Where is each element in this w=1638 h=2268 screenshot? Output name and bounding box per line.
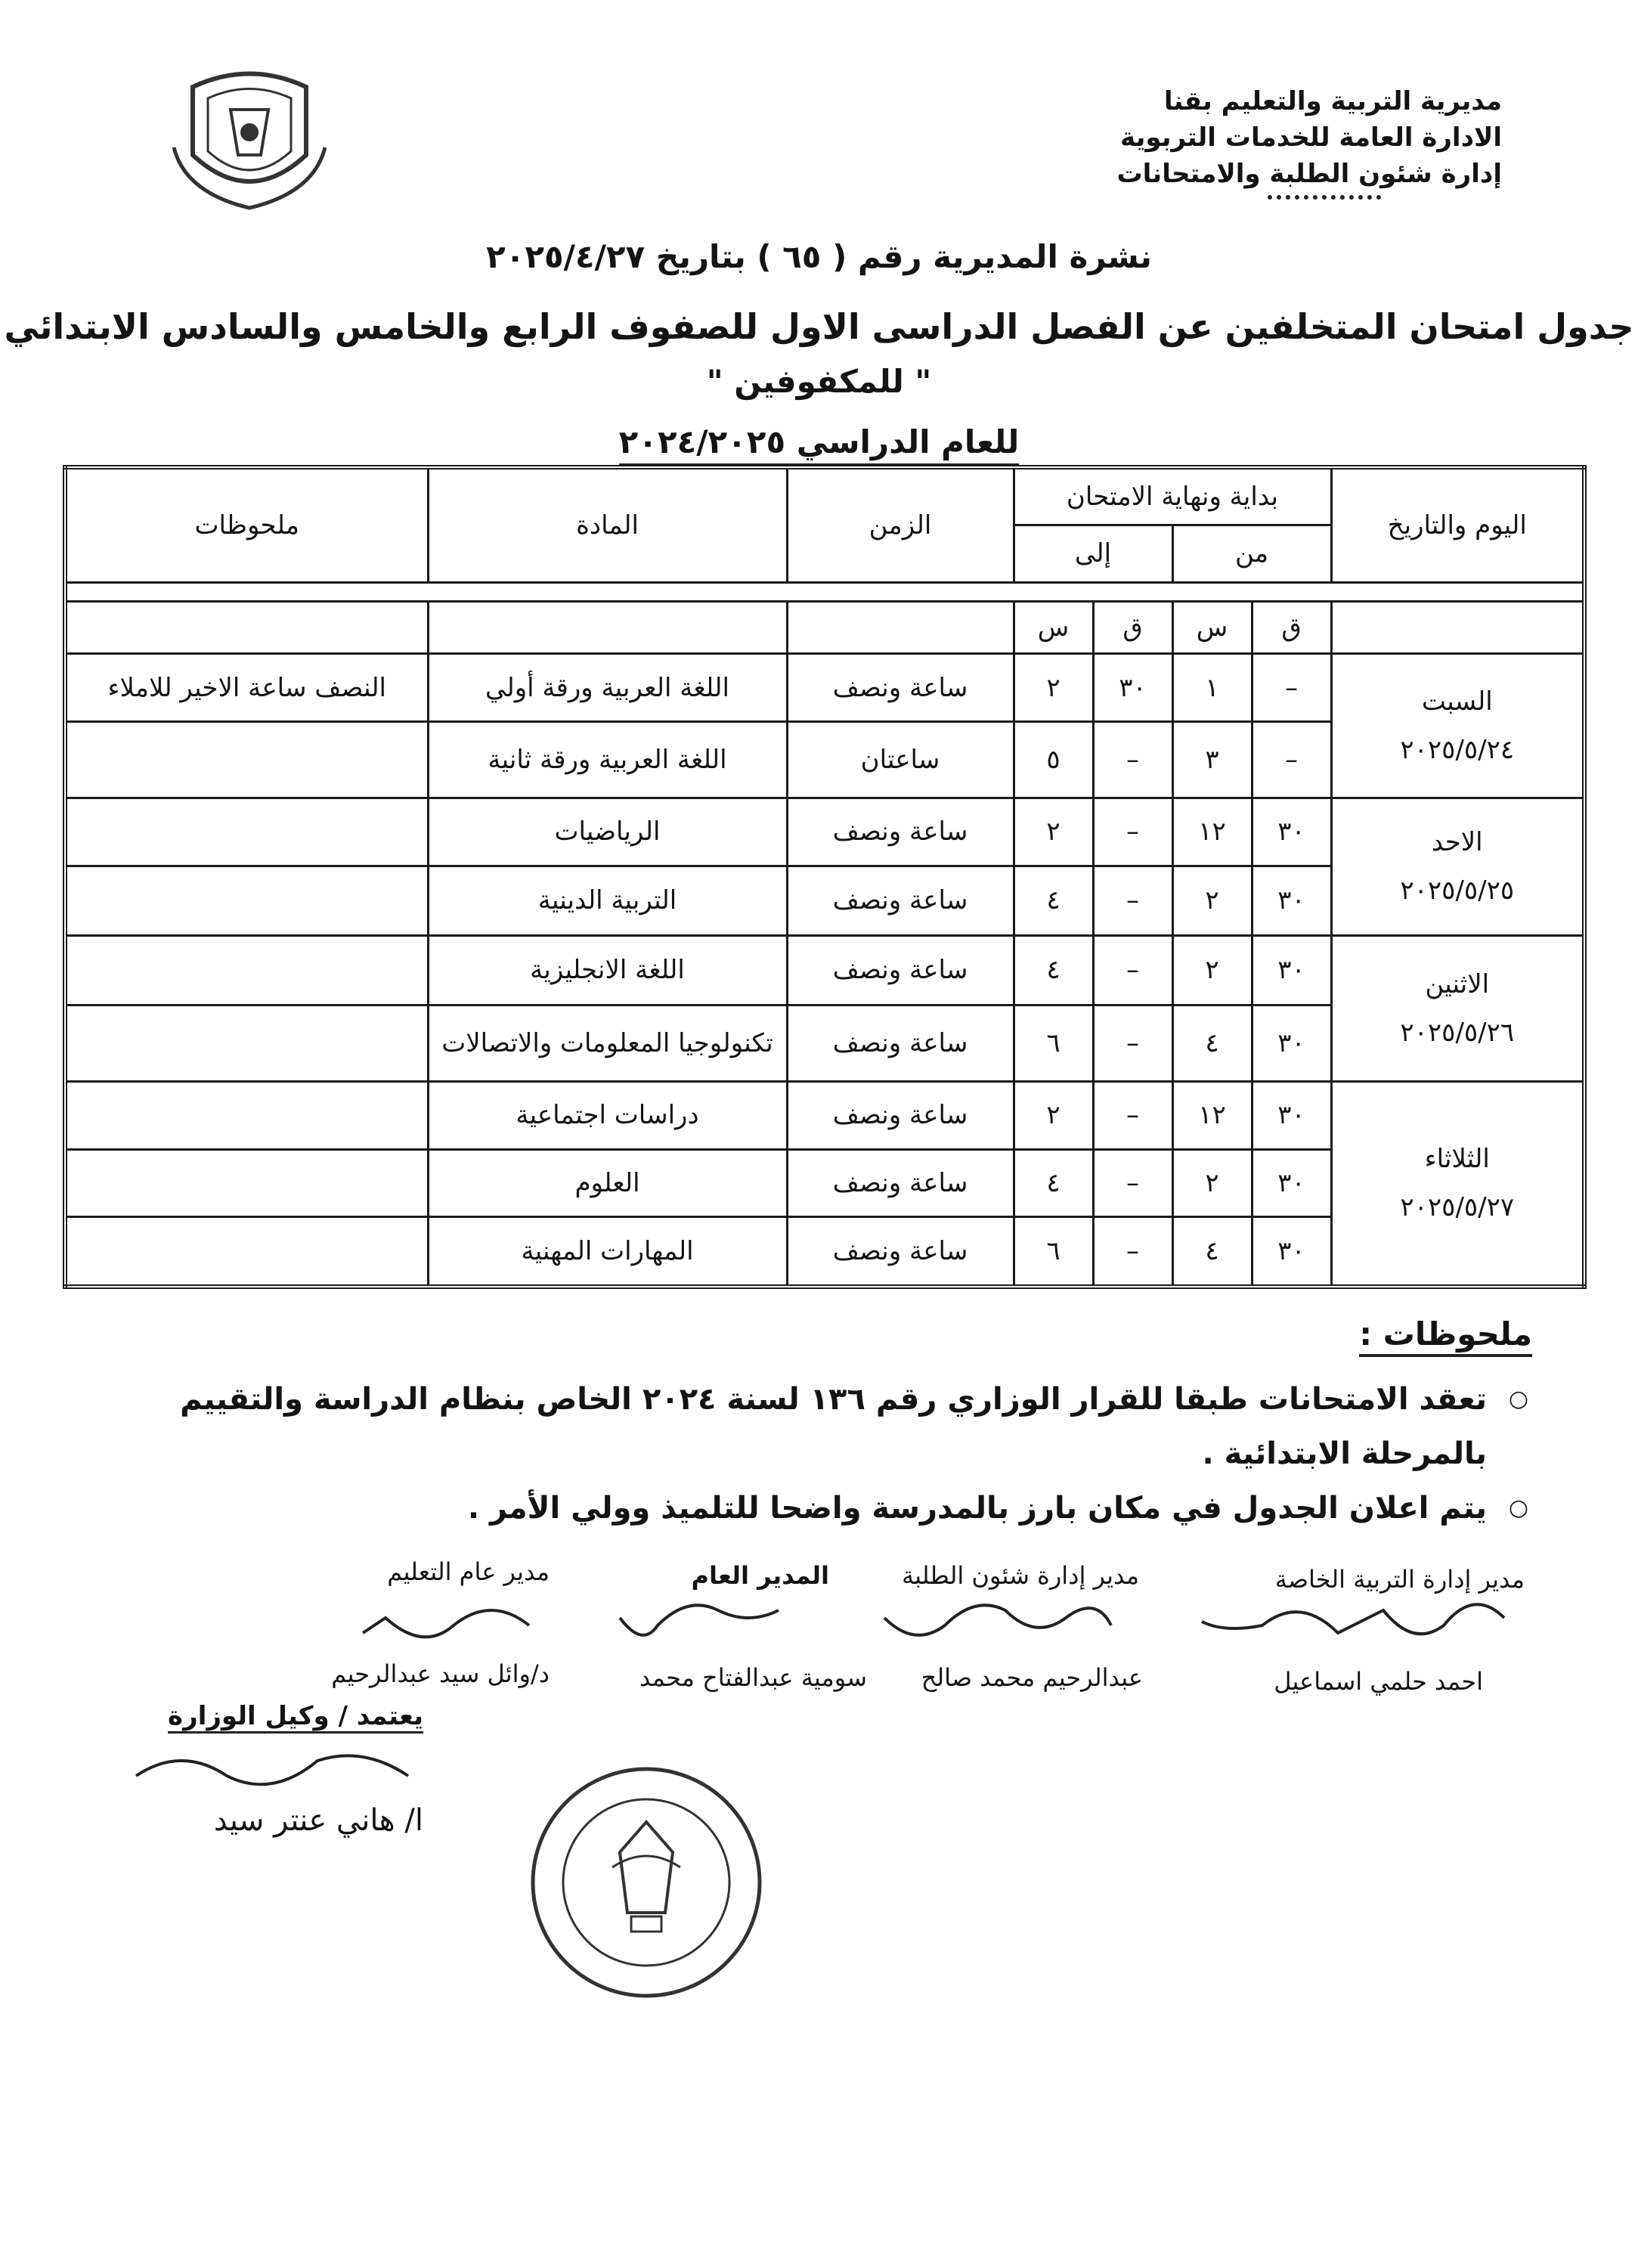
from-minute: ٣٠ [1252,935,1331,1005]
notes-cell [65,1005,428,1081]
header-notes: ملحوظات [65,467,428,583]
sub-header-blank [787,601,1014,654]
notes-list [58,1372,1532,1535]
subject-cell: الرياضيات [428,798,787,866]
notes-cell [65,798,428,866]
duration-cell: ساعة ونصف [787,935,1014,1005]
notes-section [58,1315,1532,1535]
sub-header-blank [1331,601,1584,654]
duration-cell: ساعة ونصف [787,798,1014,866]
sig-title-special-ed: مدير إدارة التربية الخاصة [1274,1565,1525,1594]
to-hour: ٦ [1014,1005,1093,1081]
sig-title-education-director: مدير عام التعليم [387,1557,550,1586]
from-hour: ٢ [1172,1149,1252,1217]
exam-date: ٢٠٢٥/٥/٢٦ [1400,1017,1515,1048]
from-minute: ٣٠ [1252,1005,1331,1081]
notes-cell [65,935,428,1005]
to-hour: ٢ [1014,1081,1093,1149]
from-minute: – [1252,654,1331,722]
day-name: السبت [1421,686,1493,717]
handwritten-signatures [355,1580,1519,1663]
notes-cell: النصف ساعة الاخير للاملاء [65,654,428,722]
page-subtitle: " للمكفوفين " [706,363,932,400]
bullet-icon: ○ [1508,1495,1528,1521]
from-hour: ٤ [1172,1005,1252,1081]
to-hour: ٥ [1014,722,1093,798]
day-name: الثلاثاء [1424,1144,1490,1175]
approval-label: يعتمد / وكيل الوزارة [168,1701,423,1734]
subject-cell: اللغة العربية ورقة أولي [428,654,787,722]
day-date-cell [1331,654,1584,798]
from-hour: ١٢ [1172,1081,1252,1149]
from-hour: ٤ [1172,1217,1252,1287]
subject-cell: التربية الدينية [428,866,787,935]
subject-cell: تكنولوجيا المعلومات والاتصالات [428,1005,787,1081]
official-stamp [522,1761,771,2003]
duration-cell: ساعة ونصف [787,654,1014,722]
to-minute: – [1093,722,1172,798]
from-hour: ٢ [1172,935,1252,1005]
header-line-exams-admin: إدارة شئون الطلبة والامتحانات [1116,159,1502,189]
notes-cell [65,722,428,798]
table-row [65,935,1584,1005]
to-minute: – [1093,866,1172,935]
notes-cell [65,866,428,935]
from-minute: ٣٠ [1252,1149,1331,1217]
from-hour: ٢ [1172,866,1252,935]
academic-year-text: للعام الدراسي ٢٠٢٤/٢٠٢٥ [619,423,1020,466]
exam-date: ٢٠٢٥/٥/٢٤ [1400,735,1515,766]
duration-cell: ساعة ونصف [787,1149,1014,1217]
from-minute: ٣٠ [1252,1217,1331,1287]
to-hour: ٤ [1014,935,1093,1005]
notes-cell [65,1149,428,1217]
duration-cell: ساعة ونصف [787,1217,1014,1287]
duration-cell: ساعة ونصف [787,1005,1014,1081]
page-title: جدول امتحان المتخلفين عن الفصل الدراسى الاول للصفوف الرابع والخامس والسادس الابتدائي [4,306,1634,347]
notes-cell [65,1217,428,1287]
day-date-cell [1331,1081,1584,1287]
sig-title-director-general: المدير العام [691,1561,829,1590]
header-block [973,83,1502,200]
notes-title: ملحوظات : [1359,1315,1532,1357]
from-minute: – [1252,722,1331,798]
subject-cell: دراسات اجتماعية [428,1081,787,1149]
header-from: من [1172,525,1331,582]
from-hour: ٣ [1172,722,1252,798]
to-minute: – [1093,798,1172,866]
bullet-icon: ○ [1508,1386,1528,1412]
to-minute: – [1093,935,1172,1005]
spacer-cell [65,583,1584,602]
from-hour: ١٢ [1172,798,1252,866]
header-row [65,467,1584,525]
sub-header-blank [65,601,428,654]
header-exam-range: بداية ونهاية الامتحان [1014,467,1331,525]
exam-date: ٢٠٢٥/٥/٢٧ [1400,1192,1515,1223]
day-name: الاحد [1431,827,1483,858]
spacer-row [65,583,1584,602]
table-row [65,654,1584,722]
to-minute: – [1093,1149,1172,1217]
day-name: الاثنين [1425,968,1490,999]
note-text: تعقد الامتحانات طبقا للقرار الوزاري رقم ١٣٦ لسنة ٢٠٢٤ الخاص بنظام الدراسة والتقييم بالمرحلة الابتدائية . [180,1382,1487,1471]
sig-name-4: د/وائل سيد عبدالرحيم [331,1659,550,1688]
to-hour: ٢ [1014,654,1093,722]
sub-header-hour: س [1014,601,1093,654]
academic-year [0,423,1638,460]
approval-block [106,1701,423,1838]
duration-cell: ساعة ونصف [787,1081,1014,1149]
header-day-date: اليوم والتاريخ [1331,467,1584,583]
from-hour: ١ [1172,654,1252,722]
to-minute: – [1093,1005,1172,1081]
approval-name: ا/ هاني عنتر سيد [213,1803,423,1838]
to-hour: ٤ [1014,1149,1093,1217]
duration-cell: ساعة ونصف [787,866,1014,935]
approval-scribble [121,1738,423,1799]
header-to: إلى [1014,525,1172,582]
sig-name-2: عبدالرحيم محمد صالح [921,1663,1143,1692]
to-minute: – [1093,1217,1172,1287]
day-date-cell [1331,798,1584,936]
exam-date: ٢٠٢٥/٥/٢٥ [1400,875,1515,906]
header-subject: المادة [428,467,787,583]
header-duration: الزمن [787,467,1014,583]
bulletin-title: نشرة المديرية رقم ( ٦٥ ) بتاريخ ٢٠٢٥/٤/٢٧ [486,238,1152,275]
sub-header-blank [428,601,787,654]
header-line-directorate: مديرية التربية والتعليم بقنا [1163,86,1502,116]
day-date-cell [1331,935,1584,1081]
sub-header-row [65,601,1584,654]
note-item [58,1372,1528,1481]
subject-cell: اللغة الانجليزية [428,935,787,1005]
ministry-logo [163,57,336,215]
to-minute: – [1093,1081,1172,1149]
sig-name-3: سومية عبدالفتاح محمد [639,1663,867,1692]
exam-schedule-table [63,465,1587,1289]
from-minute: ٣٠ [1252,798,1331,866]
sub-header-minute: ق [1093,601,1172,654]
sig-name-1: احمد حلمي اسماعيل [1274,1667,1483,1696]
note-item [58,1481,1528,1535]
from-minute: ٣٠ [1252,866,1331,935]
table-row [65,798,1584,866]
subject-cell: العلوم [428,1149,787,1217]
header-dotted-divider [1268,195,1381,200]
to-hour: ٦ [1014,1217,1093,1287]
from-minute: ٣٠ [1252,1081,1331,1149]
notes-cell [65,1081,428,1149]
subject-cell: المهارات المهنية [428,1217,787,1287]
sig-title-student-affairs: مدير إدارة شئون الطلبة [901,1561,1139,1590]
to-hour: ٢ [1014,798,1093,866]
table-row [65,1081,1584,1149]
sub-header-hour: س [1172,601,1252,654]
subject-cell: اللغة العربية ورقة ثانية [428,722,787,798]
duration-cell: ساعتان [787,722,1014,798]
to-minute: ٣٠ [1093,654,1172,722]
header-line-general-admin: الادارة العامة للخدمات التربوية [1120,122,1502,153]
sub-header-minute: ق [1252,601,1331,654]
note-text: يتم اعلان الجدول في مكان بارز بالمدرسة واضحا للتلميذ وولي الأمر . [467,1491,1487,1526]
to-hour: ٤ [1014,866,1093,935]
